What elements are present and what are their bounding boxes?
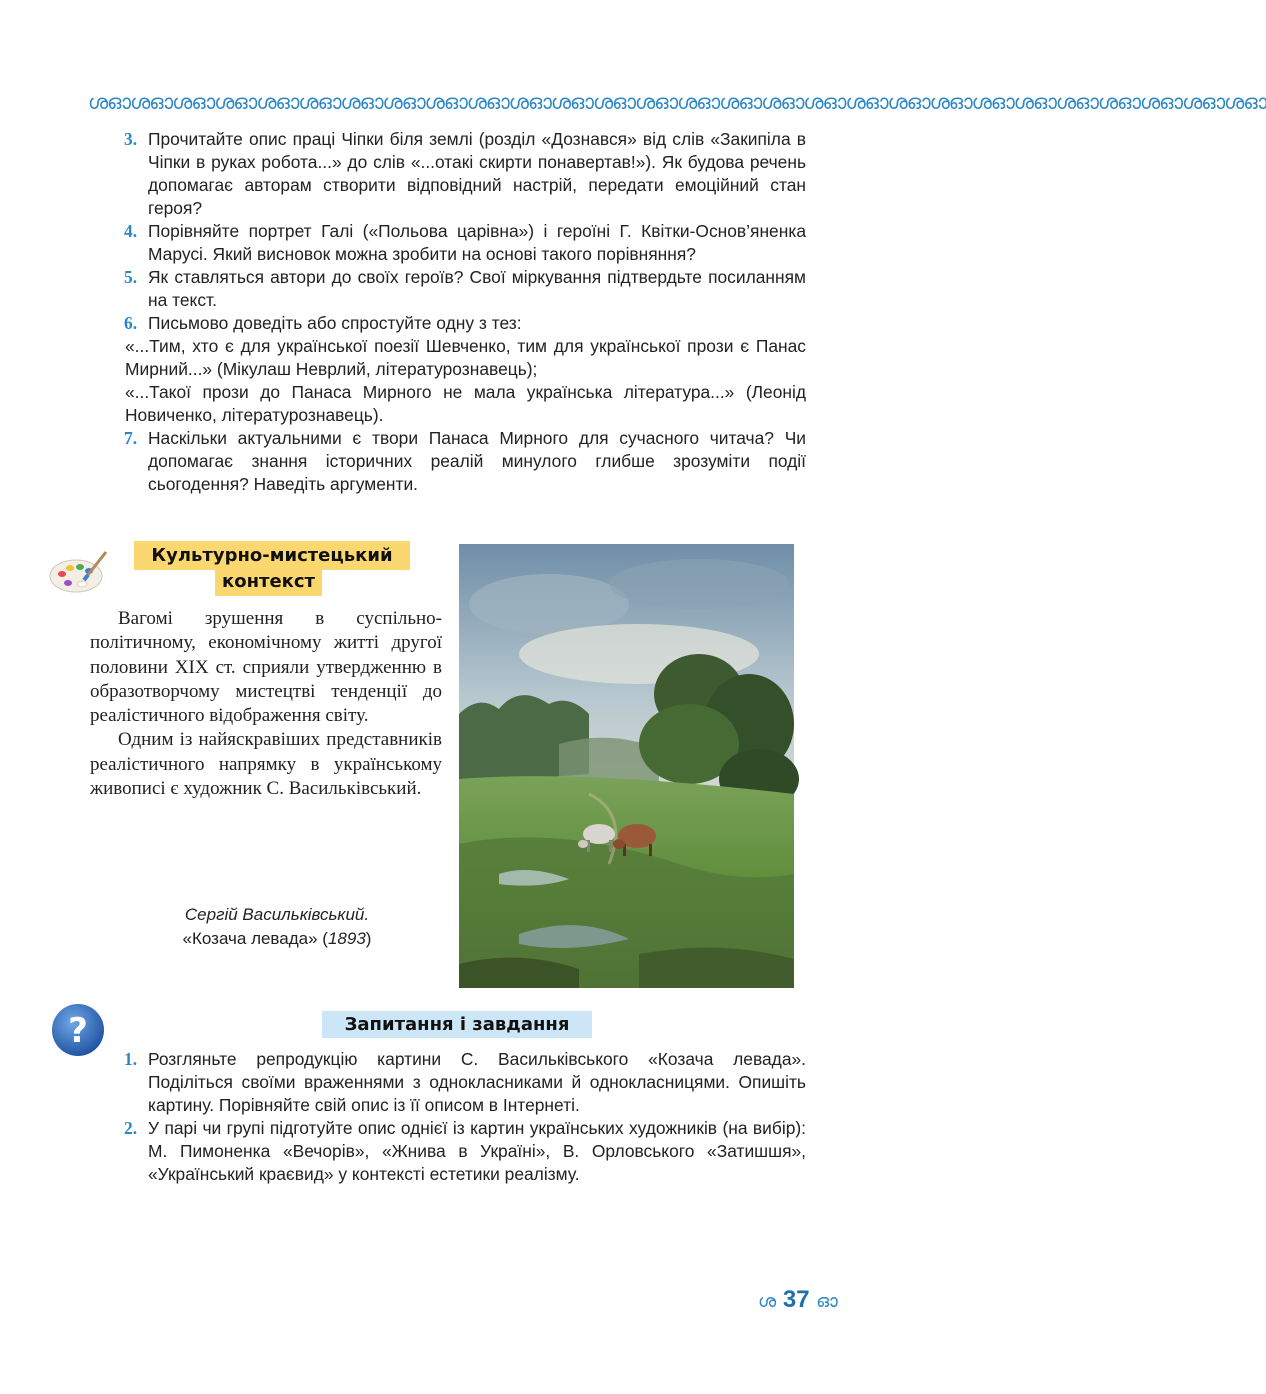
task-text: Розгляньте репродукцію картини С. Васильківського «Козача левада». Поділіться своїми враженнями з однокласниками й однокласницями. Опишіть картину. Порівняйте свій опис із її описом в Інтернеті.	[148, 1049, 806, 1115]
question-text: Як ставляться автори до своїх героїв? Свої міркування підтвердьте посиланням на текст.	[148, 267, 806, 310]
top-ornament-border: ശഓശഓശഓശഓശഓശഓശഓശഓശഓശഓശഓശഓശഓശഓശഓശഓശഓശഓശഓശഓശഓശഓശഓശഓശഓശഓശഓശഓ	[88, 90, 1266, 114]
svg-text:?: ?	[68, 1011, 88, 1051]
question-number: 3.	[124, 129, 138, 149]
paint-palette-icon	[48, 546, 110, 596]
question-text: Прочитайте опис праці Чіпки біля землі (розділ «Дознався» від слів «Закипіла в Чіпки в руках робота...» до слів «...отакі скирти понавертав!»). Як будова речень допомагає авторам створити відповідний настрій, передати емоційний стан героя?	[148, 129, 806, 218]
painting-caption	[150, 903, 404, 951]
painting-year: 1893	[327, 929, 366, 948]
task-item	[122, 1048, 806, 1117]
question-item	[122, 220, 806, 266]
question-number: 4.	[124, 221, 138, 241]
question-text: Порівняйте портрет Галі («Польова царівна») і героїні Г. Квітки-Основ’яненка Марусі. Який висновок можна зробити на основі такого порівняння?	[148, 221, 806, 264]
task-text: У парі чи групі підготуйте опис однієї із картин українських художників (на вибір): М. Пимоненка «Вечорів», «Жнива в Україні», В. Орловського «Затишшя», «Український краєвид» у контексті естетики реалізму.	[148, 1118, 806, 1184]
task-item	[122, 1117, 806, 1186]
page-ornament-right: ഓ	[816, 1291, 838, 1312]
thesis-quote: «...Такої прози до Панаса Мирного не мала українська література...» (Леонід Новиченко, літературознавець).	[125, 382, 806, 425]
page-ornament-left: ശ	[758, 1291, 777, 1312]
painting-kozacha-levada	[459, 544, 794, 988]
question-item	[122, 266, 806, 312]
question-text: Письмово доведіть або спростуйте одну з тез:	[148, 313, 522, 333]
tasks-section-title: Запитання і завдання	[322, 1011, 592, 1038]
painting-title-line	[150, 927, 404, 951]
questions-list-top	[122, 128, 806, 496]
question-number: 6.	[124, 313, 138, 333]
culture-paragraph: Вагомі зрушення в суспільно-політичному, економічному житті другої половини XIX ст. сприяли утвердженню в образотворчому мистецтві тенденції до реалістичного відображення світу.	[90, 608, 442, 727]
page-number-value: 37	[782, 1286, 810, 1313]
thesis-quote: «...Тим, хто є для української поезії Шевченко, тим для української прози є Панас Мирний...» (Мікулаш Неврлий, літературознавець);	[125, 336, 806, 379]
question-text: Наскільки актуальними є твори Панаса Мирного для сучасного читача? Чи допомагає знання історичних реалій минулого глибше зрозуміти події сьогодення? Наведіть аргументи.	[148, 428, 806, 494]
culture-body-text	[90, 607, 442, 801]
question-item	[122, 312, 806, 335]
tasks-list	[122, 1048, 806, 1186]
culture-paragraph: Одним із найяскравіших представників реалістичного напрямку в українському живописі є художник С. Васильківський.	[90, 729, 442, 800]
question-mark-icon	[50, 1002, 106, 1058]
painting-author: Сергій Васильківський.	[184, 905, 370, 924]
painting-title-close: )	[365, 929, 372, 948]
page-number	[758, 1286, 838, 1314]
culture-section-title-line2: контекст	[215, 568, 322, 596]
task-number: 1.	[124, 1049, 138, 1069]
culture-section-title: Культурно-мистецький	[134, 541, 410, 570]
painting-title: «Козача левада» (	[182, 929, 328, 948]
question-number: 5.	[124, 267, 138, 287]
task-number: 2.	[124, 1118, 138, 1138]
question-item	[122, 427, 806, 496]
question-item	[122, 128, 806, 220]
question-number: 7.	[124, 428, 138, 448]
